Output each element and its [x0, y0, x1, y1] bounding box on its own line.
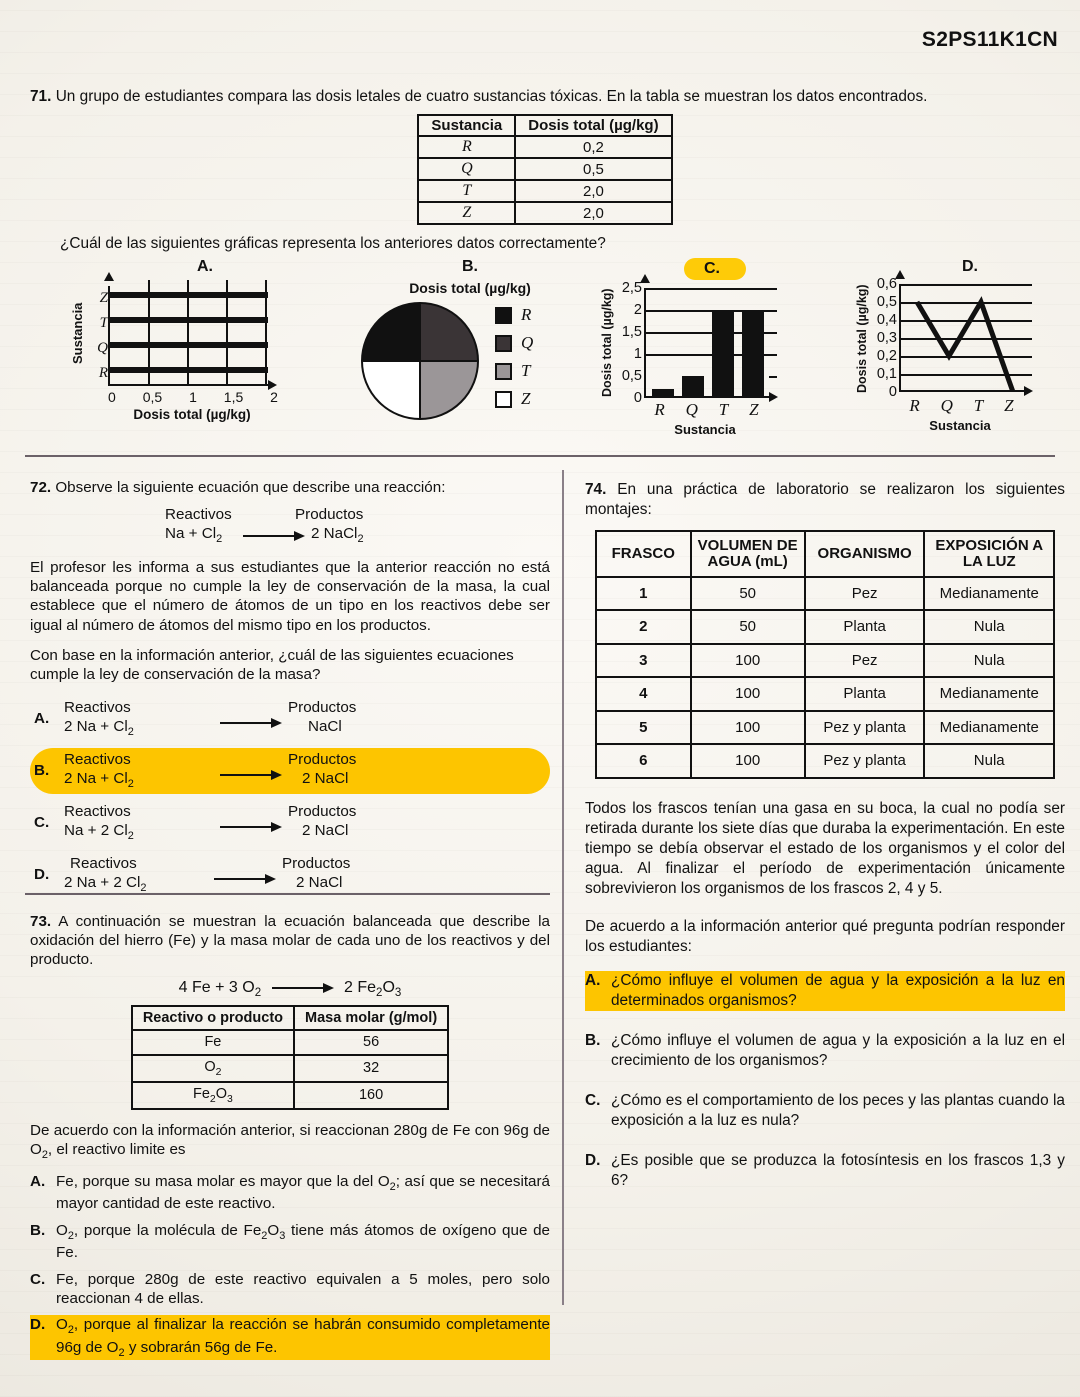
- question-71-number: 71.: [30, 88, 52, 105]
- th-dosis: Dosis total (µg/kg): [515, 115, 671, 136]
- table-row: [418, 158, 671, 180]
- question-71-ask: ¿Cuál de las siguientes gráficas representa los anteriores datos correctamente?: [60, 235, 606, 253]
- table-header-row: [418, 115, 671, 136]
- question-73-stem: [30, 912, 550, 969]
- cell-frasco: 4: [596, 677, 691, 711]
- question-72-stem: [30, 478, 550, 497]
- productos-label: Productos: [288, 750, 357, 768]
- option-a-text: ¿Cómo influye el volumen de agua y la exposición a la luz en determinados organismos?: [611, 971, 1065, 1011]
- reactivos-label: Reactivos: [70, 854, 137, 872]
- table-row: [418, 202, 671, 224]
- cell-volumen: 100: [691, 711, 805, 745]
- cell-frasco: 6: [596, 744, 691, 778]
- table-row: [596, 711, 1054, 745]
- legend-swatch-icon: [495, 335, 512, 352]
- option-d-yticks: 0,6 0,5 0,4 0,3 0,2 0,1 0: [876, 276, 897, 400]
- reaction-arrow-icon: [220, 717, 282, 729]
- cell-exposicion: Medianamente: [924, 677, 1054, 711]
- equation-right: 2 NaCl$_2$: [311, 525, 364, 546]
- option-d[interactable]: [30, 852, 550, 898]
- option-b[interactable]: [30, 1221, 550, 1263]
- th-frasco: FRASCO: [596, 531, 691, 577]
- option-d-right: 2 NaCl: [296, 873, 343, 891]
- legend-swatch-icon: [495, 307, 512, 324]
- table-row: [418, 136, 671, 158]
- question-73-text: A continuación se muestran la ecuación balanceada que describe la oxidación del hierro (Fe) y la masa molar de cada uno de los reactivos y del producto.: [30, 913, 550, 969]
- option-d-ylabel: Dosis total (µg/kg): [855, 284, 869, 394]
- bar-z: [110, 292, 268, 298]
- option-a-chart[interactable]: [70, 258, 340, 422]
- question-71-options: [0, 258, 1080, 458]
- question-74-text: En una práctica de laboratorio se realizaron los siguientes montajes:: [585, 481, 1065, 519]
- option-c-text: Fe, porque 280g de este reactivo equivalen a 5 moles, pero solo reaccionan 4 de ellas.: [56, 1270, 550, 1307]
- x-axis-arrow-icon: [1024, 386, 1033, 396]
- option-c-right: 2 NaCl: [302, 821, 349, 839]
- option-c-xticks: R Q T Z: [654, 400, 759, 419]
- option-d-letter: D.: [30, 1315, 56, 1361]
- table-row: [596, 610, 1054, 644]
- cell-dosis: 2,0: [515, 202, 671, 224]
- th-organismo: ORGANISMO: [805, 531, 925, 577]
- option-d-xlabel: Sustancia: [929, 418, 991, 433]
- option-c[interactable]: [30, 800, 550, 846]
- option-a-letter: A.: [30, 1172, 46, 1190]
- option-c[interactable]: [30, 1270, 550, 1308]
- option-d[interactable]: [30, 1315, 550, 1361]
- option-a-right: NaCl: [308, 718, 342, 736]
- reactivos-label: Reactivos: [64, 698, 131, 716]
- cell-exposicion: Medianamente: [924, 711, 1054, 745]
- productos-label: Productos: [282, 854, 351, 872]
- question-73-options: [30, 1172, 550, 1361]
- option-c-highlight: C.: [684, 258, 746, 280]
- option-c-ylabel: Dosis total (µg/kg): [600, 288, 614, 398]
- option-a[interactable]: [30, 696, 550, 742]
- th-reactivo: Reactivo o producto: [132, 1006, 294, 1030]
- option-c-letter: C.: [585, 1091, 601, 1109]
- cell-reactivo: Fe: [132, 1030, 294, 1054]
- th-masa-molar: Masa molar (g/mol): [294, 1006, 448, 1030]
- cell-organismo: Pez y planta: [805, 711, 925, 745]
- option-c[interactable]: [585, 1091, 1065, 1131]
- option-b-chart[interactable]: [345, 258, 595, 420]
- question-73-number: 73.: [30, 913, 52, 930]
- column-divider: [562, 470, 564, 1305]
- reaction-arrow-icon: [243, 530, 305, 542]
- equation-left: $Na + Cl_2$: [165, 525, 223, 546]
- option-c-yticks: 2,5 2 1,5 1 0,5 0: [621, 280, 642, 406]
- legend-swatch-icon: [495, 363, 512, 380]
- line-series: [901, 284, 1026, 392]
- productos-label: Productos: [288, 698, 357, 716]
- option-c-letter: C.: [34, 814, 50, 832]
- option-b-text: $O_2$, porque la molécula de $Fe_2O_3$ tiene más átomos de oxígeno que de Fe.: [56, 1221, 551, 1262]
- option-d-letter: D.: [585, 1151, 601, 1169]
- reaction-arrow-icon: [220, 769, 282, 781]
- cell-sustancia: Z: [418, 202, 515, 224]
- option-a-yticks: Z T Q R: [97, 290, 108, 381]
- option-b-letter: B.: [34, 762, 50, 780]
- section-divider: [25, 455, 1055, 457]
- option-a-plot: [108, 286, 268, 386]
- question-71-stem: [30, 88, 1060, 106]
- option-b-letter: B.: [585, 1031, 601, 1049]
- x-axis-arrow-icon: [268, 380, 277, 390]
- reactivos-label: Reactivos: [64, 750, 131, 768]
- cell-exposicion: Nula: [924, 644, 1054, 678]
- cell-volumen: 50: [691, 577, 805, 611]
- cell-frasco: 2: [596, 610, 691, 644]
- option-c-text: ¿Cómo es el comportamiento de los peces y las plantas cuando la exposición a la luz es nula?: [611, 1091, 1065, 1129]
- question-74: [585, 480, 1065, 1191]
- question-71: [30, 88, 1060, 253]
- question-74-para1: Todos los frascos tenían una gasa en su boca, la cual no podía ser retirada durante los siete días que duraba la experimentación. En este tiempo se debía observar el estado de los organismos y el color del agua. Al finalizar el período de experimentación únicamente sobrevivieron los organismos de los frascos 2, 4 y 5.: [585, 799, 1065, 897]
- cell-masa: 160: [294, 1082, 448, 1109]
- option-d-plot: [899, 284, 1024, 392]
- cell-volumen: 100: [691, 644, 805, 678]
- option-d-left: 2 Na + 2 $Cl_2$: [64, 873, 147, 894]
- option-d-text: ¿Es posible que se produzca la fotosíntesis en los frascos 1,3 y 6?: [611, 1151, 1065, 1189]
- y-axis-arrow-icon: [640, 274, 650, 283]
- table-row: [418, 180, 671, 202]
- question-71-text: Un grupo de estudiantes compara las dosis letales de cuatro sustancias tóxicas. En la tabla se muestran los datos encontrados.: [55, 88, 928, 105]
- reactivos-label: Reactivos: [165, 506, 232, 524]
- cell-volumen: 100: [691, 744, 805, 778]
- y-axis-arrow-icon: [104, 272, 114, 281]
- sustancia-dosis-table: [417, 114, 672, 225]
- table-row: [132, 1082, 448, 1109]
- option-b-letter: B.: [462, 258, 478, 275]
- cell-sustancia: T: [418, 180, 515, 202]
- cell-dosis: 0,2: [515, 136, 671, 158]
- option-a-left: 2 $Na + Cl_2$: [64, 718, 134, 739]
- cell-dosis: 0,5: [515, 158, 671, 180]
- reaction-arrow-icon: [214, 873, 276, 885]
- cell-reactivo: $O_2$: [132, 1055, 294, 1082]
- cell-exposicion: Nula: [924, 610, 1054, 644]
- option-c-chart[interactable]: [600, 258, 830, 437]
- question-73-equation: 4 Fe + 3 $O_2$ 2 $Fe_2O_3$: [178, 979, 402, 1000]
- masa-molar-table: [131, 1005, 449, 1110]
- legend-item-z: Z: [495, 389, 533, 409]
- bar-q: [110, 342, 268, 348]
- option-c-letter: C.: [30, 1270, 46, 1288]
- option-a-xticks: 0 0,5 1 1,5 2: [108, 389, 278, 405]
- question-72-para1: El profesor les informa a sus estudiantes que la anterior reacción no está balanceada porque no cumple la ley de conservación de la masa, la cual establece que el número de átomos de un tipo en los reactivos debe ser igual al número de átomos del mismo tipo en los productos.: [30, 559, 550, 634]
- option-d-text: $O_2$, porque al finalizar la reacción se habrán consumido completamente 96g de $O_2$ y sobrarán 56g de Fe.: [56, 1315, 550, 1359]
- legend-item-q: Q: [495, 333, 533, 353]
- cell-organismo: Pez: [805, 577, 925, 611]
- th-volumen: VOLUMEN DE AGUA (mL): [691, 531, 805, 577]
- bar-t: [712, 310, 734, 398]
- table-header-row: [132, 1006, 448, 1030]
- legend-swatch-icon: [495, 391, 512, 408]
- cell-volumen: 50: [691, 610, 805, 644]
- option-c-letter: [600, 258, 830, 280]
- table-row: [596, 577, 1054, 611]
- option-a[interactable]: [585, 971, 1065, 1011]
- cell-exposicion: Medianamente: [924, 577, 1054, 611]
- option-b-letter: B.: [30, 1221, 46, 1239]
- option-a-letter: A.: [197, 258, 213, 275]
- cell-organismo: Pez: [805, 644, 925, 678]
- option-b-legend: [495, 305, 533, 417]
- table-row: [132, 1055, 448, 1082]
- cell-organismo: Pez y planta: [805, 744, 925, 778]
- legend-item-t: T: [495, 361, 533, 381]
- table-row: [132, 1030, 448, 1054]
- question-72-options: [30, 696, 550, 898]
- cell-organismo: Planta: [805, 610, 925, 644]
- option-b-left: 2 $Na + Cl_2$: [64, 770, 134, 791]
- option-a-ylabel: Sustancia: [70, 302, 85, 364]
- reactivos-label: Reactivos: [64, 802, 131, 820]
- option-a[interactable]: [30, 1172, 550, 1214]
- option-c-xlabel: Sustancia: [674, 422, 736, 437]
- option-a-letter: A.: [34, 710, 50, 728]
- option-b[interactable]: [585, 1031, 1065, 1071]
- option-d-chart[interactable]: [855, 258, 1080, 433]
- question-72-text: Observe la siguiente ecuación que describe una reacción:: [55, 479, 446, 496]
- productos-label: Productos: [295, 506, 364, 524]
- productos-label: Productos: [288, 802, 357, 820]
- question-73: [30, 912, 550, 1360]
- option-a-text: Fe, porque su masa molar es mayor que la del $O_2$; así que se necesitará mayor cantidad de este reactivo.: [56, 1172, 550, 1213]
- cell-dosis: 2,0: [515, 180, 671, 202]
- bar-z: [742, 310, 764, 398]
- cell-sustancia: R: [418, 136, 515, 158]
- cell-exposicion: Nula: [924, 744, 1054, 778]
- option-c-left: Na + 2 $Cl_2$: [64, 821, 134, 843]
- th-exposicion: EXPOSICIÓN A LA LUZ: [924, 531, 1054, 577]
- question-74-para2: De acuerdo a la información anterior qué pregunta podrían responder los estudiantes:: [585, 917, 1065, 955]
- frascos-table: [595, 530, 1055, 779]
- table-row: [596, 677, 1054, 711]
- option-b-text: ¿Cómo influye el volumen de agua y la exposición a la luz en el crecimiento de los organismos?: [611, 1031, 1065, 1069]
- cell-organismo: Planta: [805, 677, 925, 711]
- bar-r: [110, 367, 268, 373]
- bar-t: [110, 317, 268, 323]
- question-72-number: 72.: [30, 479, 52, 496]
- page-code: S2PS11K1CN: [921, 28, 1058, 51]
- option-a-xlabel: Dosis total (µg/kg): [133, 407, 251, 422]
- question-72-para2: Con base en la información anterior, ¿cuál de las siguientes ecuaciones cumple la ley de conservación de la masa?: [30, 646, 514, 683]
- question-72-equation: [165, 505, 550, 547]
- option-c-plot: [644, 288, 769, 398]
- pie-chart: [361, 302, 479, 420]
- option-a-letter: A.: [585, 971, 611, 1011]
- question-72: [30, 478, 550, 898]
- question-73-ask: De acuerdo con la información anterior, si reaccionan 280g de Fe con 96g de $O_2$, el reactivo limite es: [30, 1121, 550, 1161]
- table-row: [596, 644, 1054, 678]
- cell-sustancia: Q: [418, 158, 515, 180]
- cell-masa: 56: [294, 1030, 448, 1054]
- th-sustancia: Sustancia: [418, 115, 515, 136]
- table-row: [596, 744, 1054, 778]
- option-d-letter: D.: [34, 866, 50, 884]
- option-d[interactable]: [585, 1151, 1065, 1191]
- legend-item-r: R: [495, 305, 533, 325]
- y-axis-arrow-icon: [895, 270, 905, 279]
- option-b-title: Dosis total (µg/kg): [409, 280, 531, 296]
- cell-frasco: 3: [596, 644, 691, 678]
- option-b-right: 2 NaCl: [302, 770, 349, 788]
- cell-frasco: 5: [596, 711, 691, 745]
- reaction-arrow-icon: [220, 821, 282, 833]
- cell-volumen: 100: [691, 677, 805, 711]
- x-axis-arrow-icon: [769, 392, 778, 402]
- cell-frasco: 1: [596, 577, 691, 611]
- cell-masa: 32: [294, 1055, 448, 1082]
- option-b[interactable]: [30, 748, 550, 794]
- table-header-row: [596, 531, 1054, 577]
- question-74-number: 74.: [585, 481, 607, 498]
- cell-reactivo: $Fe_2O_3$: [132, 1082, 294, 1109]
- option-d-letter: D.: [962, 258, 978, 275]
- question-74-options: [585, 971, 1065, 1191]
- option-d-xticks: R Q T Z: [909, 396, 1014, 415]
- question-74-stem: [585, 480, 1065, 520]
